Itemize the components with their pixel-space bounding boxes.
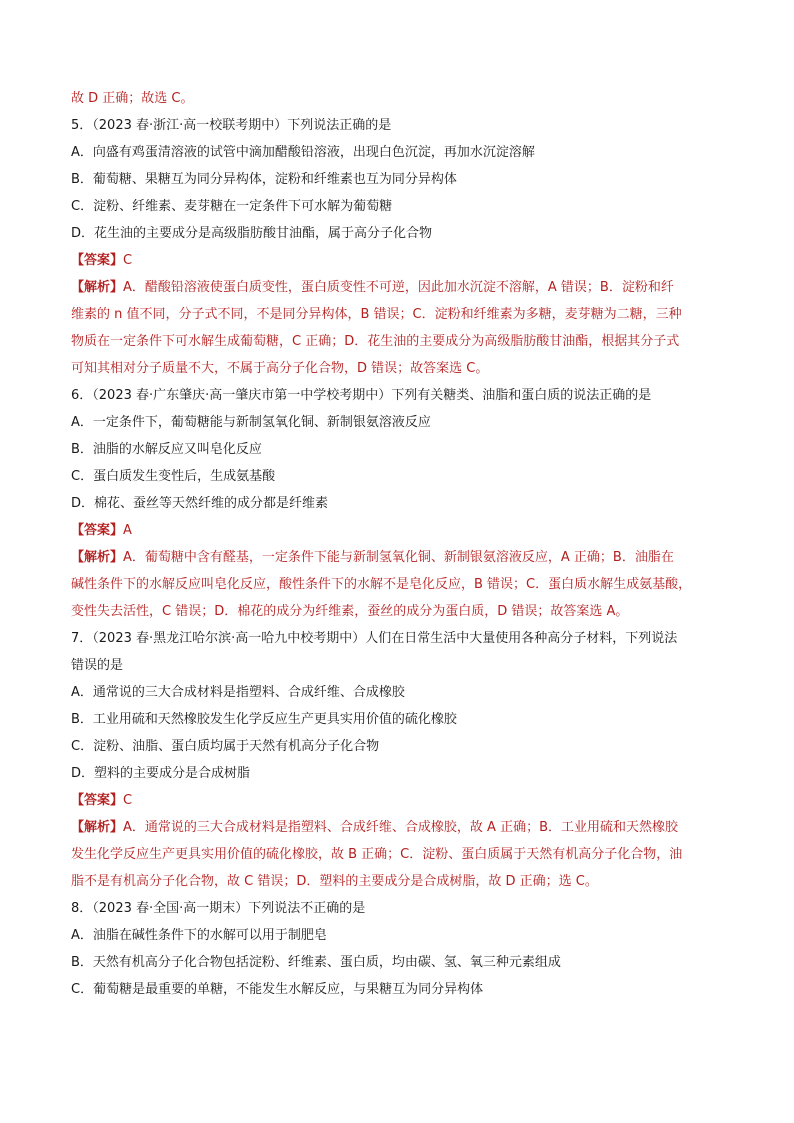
- text-line: [71, 252, 132, 270]
- answer-tag: 【答案】: [71, 253, 124, 268]
- line-text: 7．（2023 春·黑龙江哈尔滨·高一哈九中校考期中）人们在日常生活中大量使用各种高分子材料，下列说法: [71, 631, 678, 646]
- line-text: A: [123, 523, 132, 538]
- line-text: 维素的 n 值不同，分子式不同，不是同分异构体，B 错误；C．淀粉和纤维素为多糖，麦芽糖为二糖，三种: [71, 307, 682, 322]
- text-line: [71, 387, 651, 405]
- line-text: A．通常说的三大合成材料是指塑料、合成纤维、合成橡胶: [71, 685, 405, 700]
- answer-tag: 【解析】: [71, 550, 124, 565]
- line-text: 故 D 正确；故选 C。: [71, 91, 194, 106]
- line-text: D．花生油的主要成分是高级脂肪酸甘油酯，属于高分子化合物: [71, 226, 433, 241]
- text-line: [71, 144, 535, 162]
- line-text: 脂不是有机高分子化合物，故 C 错误；D．塑料的主要成分是合成树脂，故 D 正确；选 C。: [71, 874, 598, 889]
- text-line: [71, 873, 598, 891]
- text-line: [71, 279, 674, 297]
- answer-tag: 【解析】: [71, 280, 124, 295]
- line-text: C．蛋白质发生变性后，生成氨基酸: [71, 469, 276, 484]
- text-line: [71, 306, 682, 324]
- text-line: [71, 819, 678, 837]
- text-line: [71, 684, 405, 702]
- line-text: B．油脂的水解反应又叫皂化反应: [71, 442, 262, 457]
- line-text: A．通常说的三大合成材料是指塑料、合成纤维、合成橡胶，故 A 正确；B．工业用硫和天然橡胶: [123, 820, 678, 835]
- line-text: B．葡萄糖、果糖互为同分异构体，淀粉和纤维素也互为同分异构体: [71, 172, 457, 187]
- line-text: A．油脂在碱性条件下的水解可以用于制肥皂: [71, 928, 327, 943]
- line-text: C: [123, 793, 133, 808]
- answer-tag: 【解析】: [71, 820, 124, 835]
- line-text: C: [123, 253, 133, 268]
- line-text: C．淀粉、油脂、蛋白质均属于天然有机高分子化合物: [71, 739, 380, 754]
- text-line: [71, 954, 561, 972]
- text-line: [71, 495, 328, 513]
- line-text: 8．（2023 春·全国·高一期末）下列说法不正确的是: [71, 901, 366, 916]
- line-text: A．醋酸铅溶液使蛋白质变性，蛋白质变性不可逆，因此加水沉淀不溶解，A 错误；B．淀粉和纤: [123, 280, 674, 295]
- answer-tag: 【答案】: [71, 793, 124, 808]
- line-text: B．工业用硫和天然橡胶发生化学反应生产更具实用价值的硫化橡胶: [71, 712, 457, 727]
- text-line: [71, 468, 275, 486]
- text-line: [71, 900, 365, 918]
- text-line: [71, 603, 628, 621]
- line-text: 错误的是: [71, 658, 124, 673]
- text-line: [71, 522, 132, 540]
- line-text: 碱性条件下的水解反应叫皂化反应，酸性条件下的水解不是皂化反应，B 错误；C．蛋白质水解生成氨基酸，: [71, 577, 692, 592]
- text-line: [71, 333, 679, 351]
- line-text: C．葡萄糖是最重要的单糖，不能发生水解反应，与果糖互为同分异构体: [71, 982, 484, 997]
- text-line: [71, 927, 327, 945]
- text-line: [71, 360, 488, 378]
- line-text: B．天然有机高分子化合物包括淀粉、纤维素、蛋白质，均由碳、氢、氧三种元素组成: [71, 955, 561, 970]
- text-line: [71, 414, 431, 432]
- text-line: [71, 576, 691, 594]
- text-line: [71, 792, 132, 810]
- line-text: D．塑料的主要成分是合成树脂: [71, 766, 251, 781]
- text-line: [71, 90, 194, 108]
- line-text: D．棉花、蚕丝等天然纤维的成分都是纤维素: [71, 496, 329, 511]
- line-text: 发生化学反应生产更具实用价值的硫化橡胶，故 B 正确；C．淀粉、蛋白质属于天然有机高分子化合物，油: [71, 847, 683, 862]
- text-line: [71, 846, 682, 864]
- line-text: 5．（2023 春·浙江·高一校联考期中）下列说法正确的是: [71, 118, 392, 133]
- text-line: [71, 198, 392, 216]
- text-line: [71, 981, 483, 999]
- line-text: A．一定条件下，葡萄糖能与新制氢氧化铜、新制银氨溶液反应: [71, 415, 431, 430]
- text-line: [71, 549, 674, 567]
- text-line: [71, 738, 379, 756]
- answer-tag: 【答案】: [71, 523, 124, 538]
- text-line: [71, 630, 677, 648]
- line-text: 可知其相对分子质量不大，不属于高分子化合物，D 错误；故答案选 C。: [71, 361, 489, 376]
- line-text: C．淀粉、纤维素、麦芽糖在一定条件下可水解为葡萄糖: [71, 199, 393, 214]
- line-text: A．葡萄糖中含有醛基，一定条件下能与新制氢氧化铜、新制银氨溶液反应，A 正确；B．油脂在: [123, 550, 674, 565]
- text-line: [71, 171, 457, 189]
- text-line: [71, 117, 391, 135]
- line-text: 变性失去活性，C 错误；D．棉花的成分为纤维素，蚕丝的成分为蛋白质，D 错误；故答案选 A。: [71, 604, 629, 619]
- text-line: [71, 657, 123, 675]
- text-line: [71, 441, 262, 459]
- line-text: 物质在一定条件下可水解生成葡萄糖，C 正确；D．花生油的主要成分为高级脂肪酸甘油酯，根据其分子式: [71, 334, 680, 349]
- text-line: [71, 765, 250, 783]
- text-line: [71, 711, 457, 729]
- text-line: [71, 225, 432, 243]
- line-text: A．向盛有鸡蛋清溶液的试管中滴加醋酸铅溶液，出现白色沉淀，再加水沉淀溶解: [71, 145, 535, 160]
- line-text: 6．（2023 春·广东肇庆·高一肇庆市第一中学校考期中）下列有关糖类、油脂和蛋白质的说法正确的是: [71, 388, 652, 403]
